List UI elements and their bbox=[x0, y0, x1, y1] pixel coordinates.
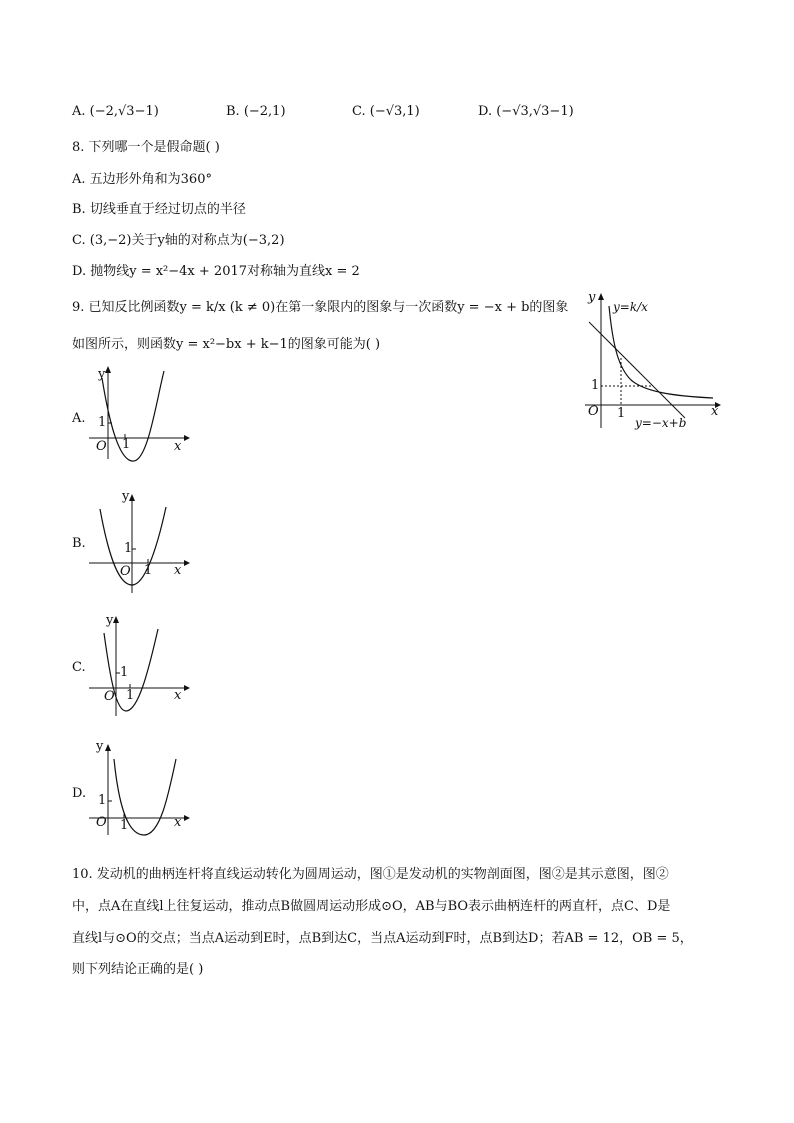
q8-option-b: B. 切线垂直于经过切点的半径 bbox=[72, 202, 246, 217]
q10-line-4: 则下列结论正确的是( ) bbox=[72, 962, 204, 977]
ref-line-label: y=−x+b bbox=[635, 416, 687, 430]
q8-option-c: C. (3,−2)关于y轴的对称点为(−3,2) bbox=[72, 233, 285, 248]
choice-b-origin: O bbox=[120, 564, 131, 579]
q9-choice-c-letter: C. bbox=[72, 660, 86, 675]
choice-d-y: y bbox=[96, 739, 104, 754]
q7-option-a: A. (−2,√3−1) bbox=[72, 104, 159, 119]
q7-option-d: D. (−√3,√3−1) bbox=[478, 104, 574, 119]
choice-a-y: y bbox=[98, 367, 106, 382]
x-axis-arrow bbox=[184, 435, 190, 441]
y-axis-arrow bbox=[598, 293, 604, 300]
choice-b-x: x bbox=[174, 563, 182, 578]
hyperbola-curve bbox=[609, 306, 713, 398]
ref-origin-label: O bbox=[588, 404, 599, 419]
q9-choice-a-graph bbox=[86, 363, 192, 463]
choice-a-x: x bbox=[174, 439, 182, 454]
q10-line-3: 直线l与⊙O的交点；当点A运动到E时，点B到达C，当点A运动到F时，点B到达D；若AB = 12，OB = 5， bbox=[72, 931, 693, 946]
q9-choice-a-letter: A. bbox=[72, 411, 86, 426]
choice-c-origin: O bbox=[104, 689, 115, 704]
choice-b-tick-y: 1 bbox=[124, 541, 133, 556]
choice-c-y: y bbox=[106, 613, 114, 628]
q8-stem: 8. 下列哪一个是假命题( ) bbox=[72, 140, 220, 155]
q9-choice-d-graph bbox=[86, 737, 192, 837]
q9-stem-line1: 9. 已知反比例函数y = k/x (k ≠ 0)在第一象限内的图象与一次函数y = −x + b的图象 bbox=[72, 300, 569, 315]
parabola bbox=[102, 371, 164, 461]
choice-d-origin: O bbox=[96, 815, 107, 830]
y-axis-arrow bbox=[129, 494, 135, 501]
x-axis-arrow bbox=[184, 685, 190, 691]
linear-line bbox=[589, 322, 685, 418]
q9-reference-figure bbox=[583, 288, 723, 433]
q9-choice-b-svg bbox=[86, 487, 192, 595]
ref-x-label: x bbox=[711, 404, 719, 419]
choice-d-tick-x: 1 bbox=[120, 818, 129, 833]
choice-d-x: x bbox=[174, 815, 182, 830]
parabola bbox=[100, 507, 166, 585]
ref-tick-x: 1 bbox=[617, 406, 626, 421]
choice-c-x: x bbox=[174, 688, 182, 703]
choice-c-tick-x: 1 bbox=[126, 688, 135, 703]
q7-option-c: C. (−√3,1) bbox=[352, 104, 420, 119]
ref-curve-label: y=k/x bbox=[613, 300, 648, 314]
q9-choice-d-letter: D. bbox=[72, 786, 87, 801]
y-axis-arrow bbox=[105, 744, 111, 751]
y-axis-arrow bbox=[113, 616, 119, 623]
choice-b-y: y bbox=[122, 489, 130, 504]
x-axis-arrow bbox=[184, 560, 190, 566]
q9-choice-b-graph bbox=[86, 487, 192, 595]
q10-line-1: 10. 发动机的曲柄连杆将直线运动转化为圆周运动，图①是发动机的实物剖面图，图②是其示意图，图② bbox=[72, 867, 669, 882]
q8-option-a: A. 五边形外角和为360° bbox=[72, 172, 212, 187]
q9-stem-line2: 如图所示，则函数y = x²−bx + k−1的图象可能为( ) bbox=[72, 337, 381, 352]
q9-choice-b-letter: B. bbox=[72, 536, 86, 551]
choice-a-tick-y: 1 bbox=[98, 415, 107, 430]
q9-choice-c-graph bbox=[86, 611, 192, 719]
y-axis-arrow bbox=[105, 366, 111, 373]
q8-option-d: D. 抛物线y = x²−4x + 2017对称轴为直线x = 2 bbox=[72, 264, 360, 279]
choice-d-tick-y: 1 bbox=[98, 793, 107, 808]
choice-b-tick-x: 1 bbox=[144, 563, 153, 578]
choice-c-tick-y: 1 bbox=[120, 665, 129, 680]
q9-reference-graph bbox=[583, 288, 723, 433]
choice-a-origin: O bbox=[96, 439, 107, 454]
ref-tick-y: 1 bbox=[591, 378, 600, 393]
x-axis-arrow bbox=[184, 815, 190, 821]
q7-option-b: B. (−2,1) bbox=[226, 104, 286, 119]
choice-a-tick-x: 1 bbox=[122, 437, 131, 452]
ref-y-label: y bbox=[588, 290, 596, 305]
q10-line-2: 中，点A在直线l上往复运动，推动点B做圆周运动形成⊙O，AB与BO表示曲柄连杆的两直杆，点C、D是 bbox=[72, 899, 671, 914]
